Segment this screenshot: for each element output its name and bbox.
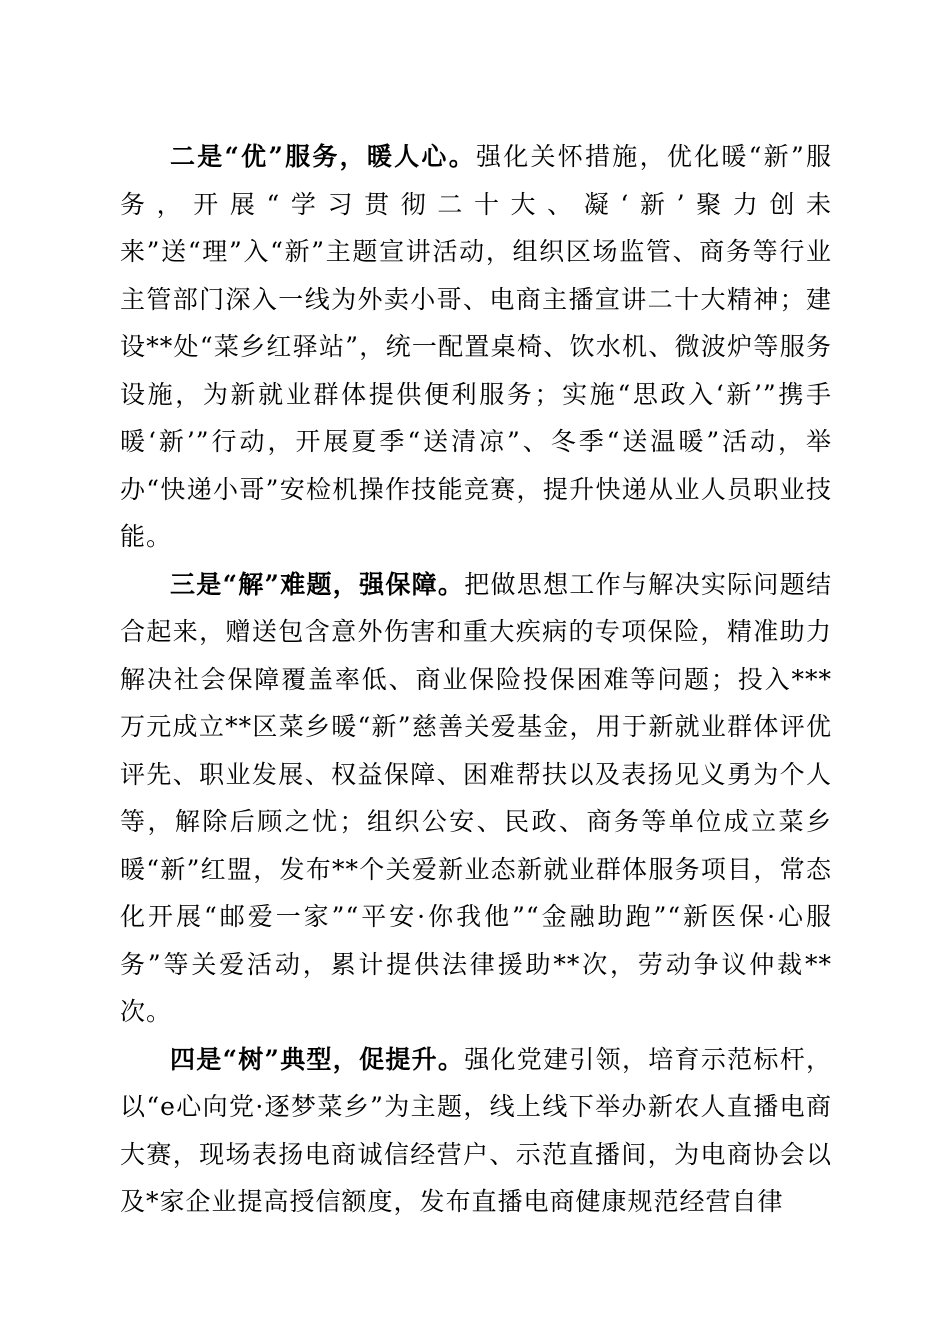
document-body (120, 133, 832, 1226)
paragraph-text-second-point: 强化关怀措施，优化暖“新”服务，开展“学习贯彻二十大、凝‘新’聚力创未来”送“理”入“新”主题宣讲活动，组织区场监管、商务等行业主管部门深入一线为外卖小哥、电商主播宣讲二十大精神；建设**处“菜乡红驿站”，统一配置桌椅、饮水机、微波炉等服务设施，为新就业群体提供便利服务；实施“思政入‘新’”携手暖‘新’”行动，开展夏季“送清凉”、冬季“送温暖”活动，举办“快递小哥”安检机操作技能竞赛，提升快递从业人员职业技能。 (120, 142, 832, 551)
paragraph-lead-fourth-point: 四是“树”典型，促提升。 (170, 1044, 465, 1074)
paragraph-second-point (120, 133, 832, 561)
paragraph-fourth-point (120, 1036, 832, 1226)
paragraph-lead-second-point: 二是“优”服务，暖人心。 (170, 142, 476, 171)
paragraph-third-point (120, 561, 832, 1036)
paragraph-lead-third-point: 三是“解”难题，强保障。 (170, 569, 465, 599)
paragraph-text-fourth-point: 强化党建引领，培育示范标杆，以“e心向党·逐梦菜乡”为主题，线上线下举办新农人直播电商大赛，现场表扬电商诚信经营户、示范直播间，为电商协会以及*家企业提高授信额度，发布直播电商健康规范经营自律 (120, 1044, 832, 1216)
paragraph-text-third-point: 把做思想工作与解决实际问题结合起来，赠送包含意外伤害和重大疾病的专项保险，精准助力解决社会保障覆盖率低、商业保险投保困难等问题；投入***万元成立**区菜乡暖“新”慈善关爱基金，用于新就业群体评优评先、职业发展、权益保障、困难帮扶以及表扬见义勇为个人等，解除后顾之忧；组织公安、民政、商务等单位成立菜乡暖“新”红盟，发布**个关爱新业态新就业群体服务项目，常态化开展“邮爱一家”“平安·你我他”“金融助跑”“新医保·心服务”等关爱活动，累计提供法律援助**次，劳动争议仲裁**次。 (120, 569, 832, 1026)
